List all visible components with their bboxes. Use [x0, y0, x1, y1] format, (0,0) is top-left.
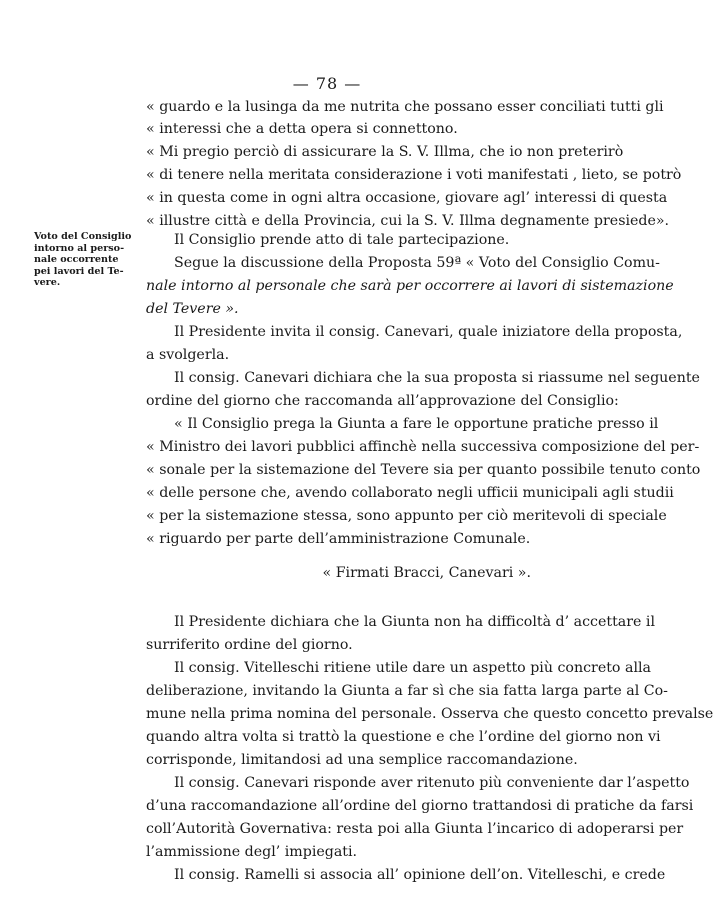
text-line: « di tenere nella meritata considerazione i voti manifestati , lieto, se potrò: [146, 164, 586, 186]
sidenote-line: intorno al perso-: [34, 242, 125, 254]
text-line: Il Presidente dichiara che la Giunta non ha difficoltà d’ accettare il: [174, 614, 656, 630]
sidenote-line: pei lavori del Te-: [34, 265, 124, 277]
page-number: — 78 —: [292, 74, 362, 93]
text-line: Il Presidente invita il consig. Canevari, quale iniziatore della proposta,: [174, 324, 683, 340]
text-line: « riguardo per parte dell’amministrazione Comunale.: [146, 528, 586, 550]
text-line: « Ministro dei lavori pubblici affinchè nella successiva composizione del per-: [146, 436, 586, 458]
text-line: « delle persone che, avendo collaborato negli ufficii municipali agli studii: [146, 482, 586, 504]
sidenote-line: Voto del Consiglio: [34, 231, 132, 242]
text-line: Il consig. Canevari dichiara che la sua proposta si riassume nel seguente: [174, 370, 700, 386]
text-line: mune nella prima nomina del personale. Osserva che questo concetto prevalse: [146, 706, 713, 722]
sidenote: [34, 231, 142, 289]
text-line: d’una raccomandazione all’ordine del giorno trattandosi di pratiche da farsi: [146, 798, 694, 814]
text-line: « guardo e la lusinga da me nutrita che possano esser conciliati tutti gli: [146, 96, 586, 118]
text-line: l’ammissione degl’ impiegati.: [146, 844, 358, 860]
signature-line: « Firmati Bracci, Canevari ».: [322, 565, 531, 581]
text-line: « Il Consiglio prega la Giunta a fare le opportune pratiche presso il: [146, 413, 586, 435]
text-line: « in questa come in ogni altra occasione, giovare agl’ interessi di questa: [146, 187, 586, 209]
text-line: deliberazione, invitando la Giunta a far sì che sia fatta larga parte al Co-: [146, 683, 668, 699]
sidenote-line: vere.: [34, 277, 61, 288]
text-line: quando altra volta si trattò la questione e che l’ordine del giorno non vi: [146, 729, 661, 745]
text-line: coll’Autorità Governativa: resta poi alla Giunta l’incarico di adoperarsi per: [146, 821, 684, 837]
text-line: a svolgerla.: [146, 347, 230, 363]
text-line: Il consig. Vitelleschi ritiene utile dare un aspetto più concreto alla: [174, 660, 651, 676]
text-line: ordine del giorno che raccomanda all’approvazione del Consiglio:: [146, 393, 619, 409]
text-line: Segue la discussione della Proposta 59ª « Voto del Consiglio Comu-: [174, 255, 660, 271]
text-line: « Mi pregio perciò di assicurare la S. V. Illma, che io non preterirò: [146, 141, 586, 163]
text-line: « illustre città e della Provincia, cui la S. V. Illma degnamente presiede».: [146, 210, 586, 232]
text-line: del Tevere ».: [146, 301, 239, 317]
text-line: Il Consiglio prende atto di tale partecipazione.: [174, 232, 510, 248]
text-line: surriferito ordine del giorno.: [146, 637, 353, 653]
text-line: nale intorno al personale che sarà per occorrere ai lavori di sistemazione: [146, 278, 674, 294]
text-line: Il consig. Ramelli si associa all’ opinione dell’on. Vitelleschi, e crede: [174, 867, 666, 883]
text-line: Il consig. Canevari risponde aver ritenuto più conveniente dar l’aspetto: [174, 775, 690, 791]
text-line: « interessi che a detta opera si connettono.: [146, 118, 586, 140]
text-line: corrisponde, limitandosi ad una semplice raccomandazione.: [146, 752, 578, 768]
text-line: « per la sistemazione stessa, sono appunto per ciò meritevoli di speciale: [146, 505, 586, 527]
sidenote-line: nale occorrente: [34, 254, 119, 265]
text-line: « sonale per la sistemazione del Tevere sia per quanto possibile tenuto conto: [146, 459, 586, 481]
